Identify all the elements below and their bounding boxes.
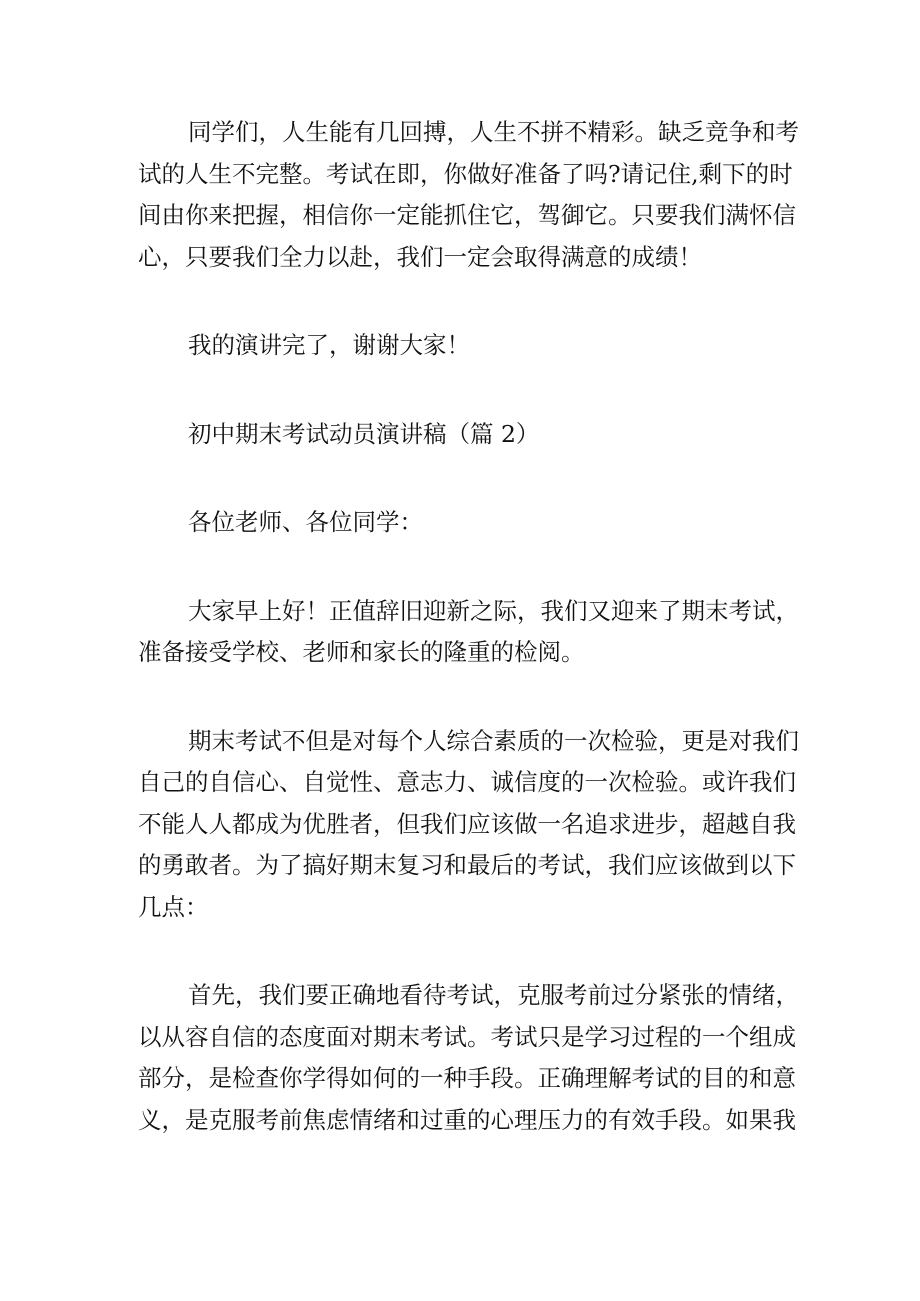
text-line: 自己的自信心、自觉性、意志力、诚信度的一次检验。或许我们	[138, 768, 796, 796]
text-line: 首先，我们要正确地看待考试，克服考前过分紧张的情绪，	[188, 981, 799, 1009]
paragraph-exam-encouragement	[138, 112, 799, 278]
section-title	[138, 414, 788, 456]
text-line: 各位老师、各位同学：	[188, 508, 423, 536]
text-line: 以从容自信的态度面对期末考试。考试只是学习过程的一个组成	[138, 1022, 796, 1051]
text-line: 期末考试不但是对每个人综合素质的一次检验，更是对我们	[188, 726, 799, 755]
paragraph-salutation	[138, 502, 788, 544]
text-line: 部分，是检查你学得如何的一种手段。正确理解考试的目的和意	[138, 1064, 796, 1092]
paragraph-exam-significance	[138, 721, 799, 929]
text-line: 我的演讲完了，谢谢大家！	[188, 331, 470, 359]
text-line: 准备接受学校、老师和家长的隆重的检阅。	[138, 638, 585, 666]
text-line: 几点：	[138, 892, 209, 921]
text-line: 试的人生不完整。考试在即，你做好准备了吗?请记住,剩下的时	[138, 159, 793, 188]
text-line: 大家早上好！正值辞旧迎新之际，我们又迎来了期末考试，	[188, 596, 799, 625]
paragraph-first-point	[138, 975, 799, 1141]
text-line: 同学们，人生能有几回搏，人生不拼不精彩。缺乏竞争和考	[188, 118, 799, 146]
text-line: 不能人人都成为优胜者，但我们应该做一名追求进步，超越自我	[138, 809, 796, 838]
text-line: 间由你来把握，相信你一定能抓住它，驾御它。只要我们满怀信	[138, 201, 796, 229]
text-line: 的勇敢者。为了搞好期末复习和最后的考试，我们应该做到以下	[138, 851, 796, 879]
text-line: 初中期末考试动员演讲稿（篇 2）	[188, 419, 540, 448]
text-line: 心，只要我们全力以赴，我们一定会取得满意的成绩！	[138, 242, 702, 271]
text-line: 义，是克服考前焦虑情绪和过重的心理压力的有效手段。如果我	[138, 1105, 796, 1134]
paragraph-greeting	[138, 591, 799, 674]
document-body	[138, 112, 799, 1188]
paragraph-closing	[138, 325, 788, 367]
